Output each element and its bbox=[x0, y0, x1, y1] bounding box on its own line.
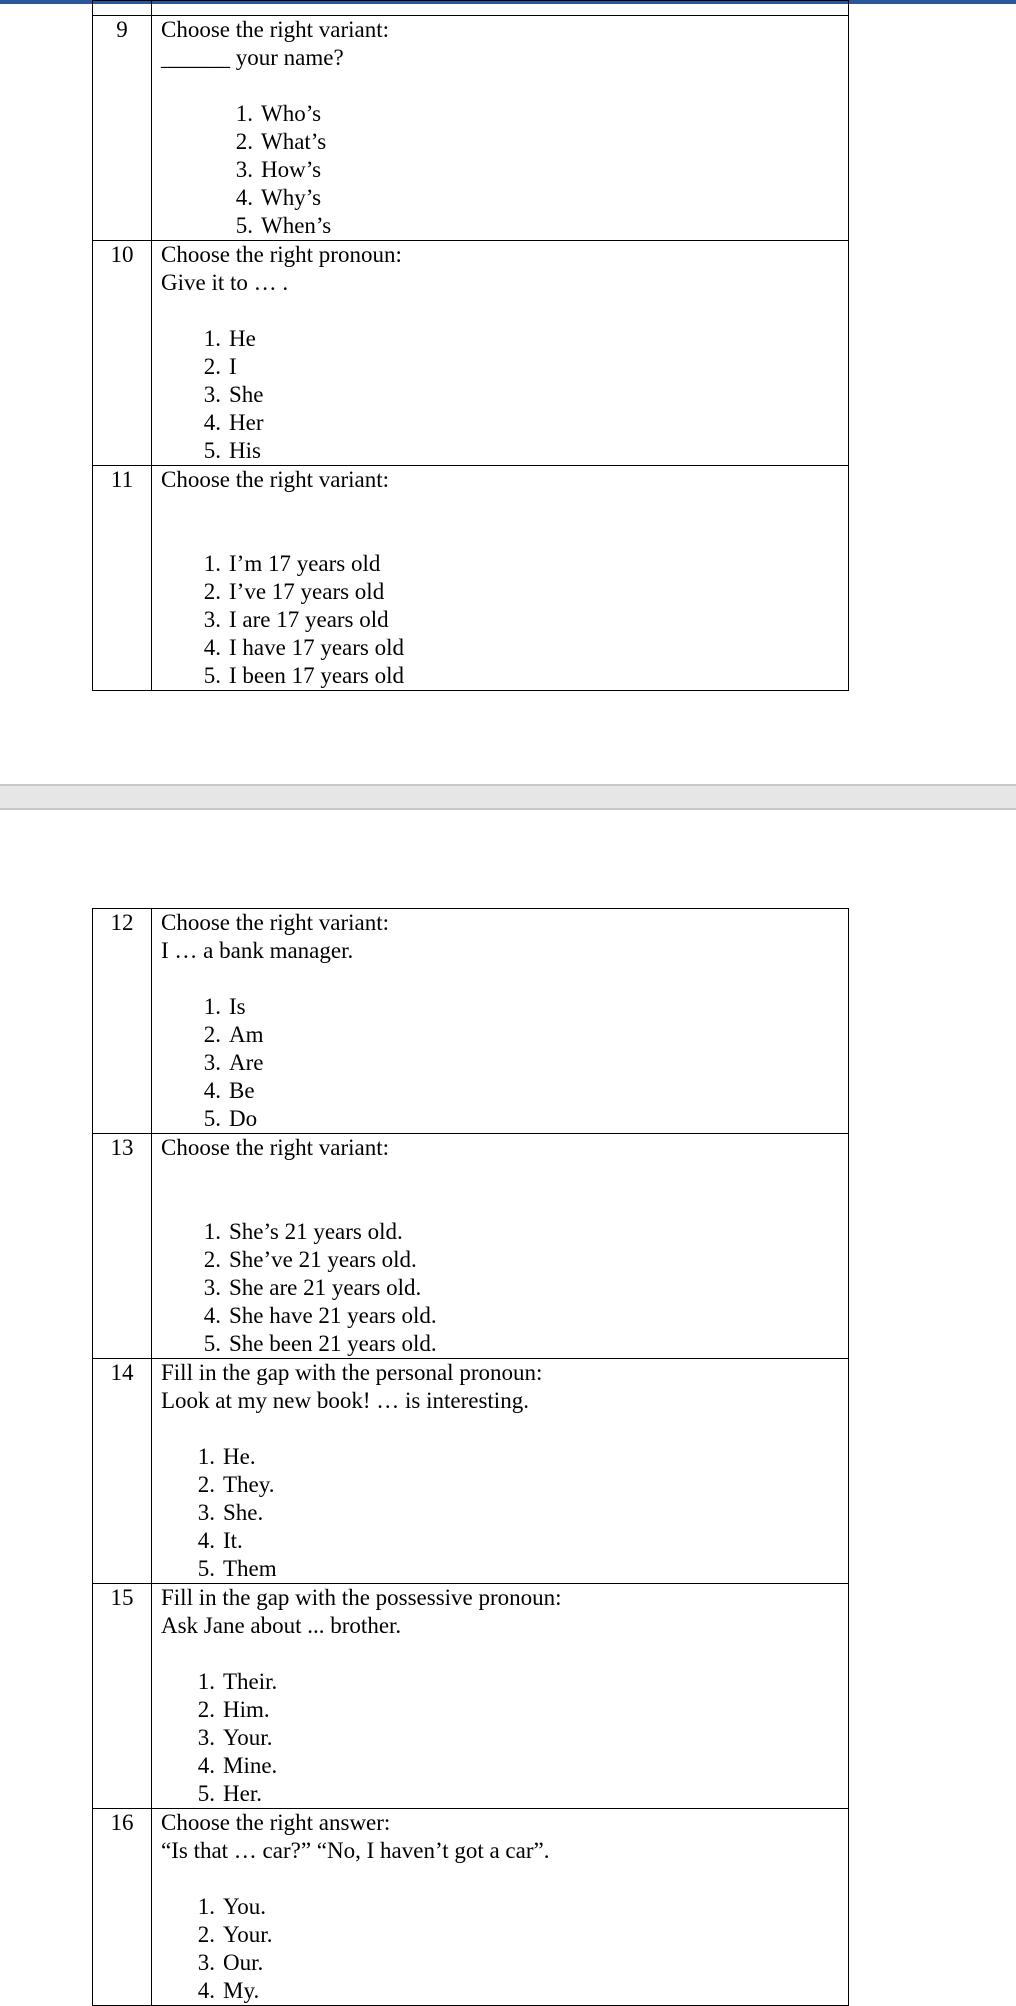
option-text: He. bbox=[223, 1444, 256, 1469]
question-row bbox=[93, 1584, 849, 1809]
answer-options-list bbox=[161, 1668, 848, 1808]
answer-option bbox=[189, 381, 848, 409]
question-stem: Look at my new book! … is interesting. bbox=[161, 1388, 529, 1413]
answer-option bbox=[221, 156, 848, 184]
answer-option bbox=[189, 1330, 848, 1358]
option-text: Them bbox=[223, 1556, 277, 1581]
question-body bbox=[152, 1134, 849, 1359]
option-number: 2. bbox=[203, 579, 221, 604]
option-number: 1. bbox=[203, 994, 221, 1019]
question-body bbox=[152, 1359, 849, 1584]
question-number-cell bbox=[93, 1, 152, 16]
option-number: 3. bbox=[203, 1050, 221, 1075]
question-instruction: Choose the right variant: bbox=[161, 467, 390, 492]
option-text: I are 17 years old bbox=[229, 607, 389, 632]
option-text: Are bbox=[229, 1050, 264, 1075]
option-text: She bbox=[229, 382, 264, 407]
blank-line bbox=[161, 72, 848, 100]
question-number: 16 bbox=[93, 1809, 152, 2006]
option-text: Mine. bbox=[223, 1753, 278, 1778]
option-number: 1. bbox=[197, 1444, 215, 1469]
option-number: 2. bbox=[197, 1922, 215, 1947]
option-text: You. bbox=[223, 1894, 267, 1919]
answer-option bbox=[189, 409, 848, 437]
blank-line bbox=[161, 965, 848, 993]
answer-option bbox=[221, 212, 848, 240]
option-number: 5. bbox=[197, 1556, 215, 1581]
question-stem: “Is that … car?” “No, I haven’t got a car”. bbox=[161, 1838, 550, 1863]
question-row bbox=[93, 909, 849, 1134]
option-text: It. bbox=[223, 1528, 243, 1553]
question-stem: I … a bank manager. bbox=[161, 938, 354, 963]
option-number: 4. bbox=[203, 1303, 221, 1328]
option-number: 4. bbox=[203, 1078, 221, 1103]
question-number: 13 bbox=[93, 1134, 152, 1359]
answer-option bbox=[183, 1443, 848, 1471]
answer-options-list bbox=[161, 550, 848, 690]
question-row bbox=[93, 466, 849, 691]
option-number: 5. bbox=[235, 213, 253, 238]
answer-option bbox=[221, 184, 848, 212]
answer-option bbox=[189, 1274, 848, 1302]
option-number: 5. bbox=[197, 1781, 215, 1806]
option-number: 2. bbox=[203, 354, 221, 379]
answer-option bbox=[189, 1105, 848, 1133]
option-text: Be bbox=[229, 1078, 255, 1103]
option-number: 2. bbox=[203, 1022, 221, 1047]
option-number: 2. bbox=[197, 1697, 215, 1722]
answer-option bbox=[189, 437, 848, 465]
option-number: 2. bbox=[235, 129, 253, 154]
answer-option bbox=[183, 1893, 848, 1921]
answer-option bbox=[189, 1246, 848, 1274]
option-number: 3. bbox=[197, 1500, 215, 1525]
option-number: 3. bbox=[203, 607, 221, 632]
question-row bbox=[93, 1134, 849, 1359]
option-number: 5. bbox=[203, 663, 221, 688]
answer-option bbox=[189, 1021, 848, 1049]
answer-option bbox=[189, 353, 848, 381]
question-stem bbox=[161, 1162, 848, 1190]
option-number: 4. bbox=[197, 1753, 215, 1778]
option-number: 4. bbox=[203, 635, 221, 660]
question-number: 12 bbox=[93, 909, 152, 1134]
answer-option bbox=[189, 634, 848, 662]
option-text: Our. bbox=[223, 1950, 264, 1975]
option-text: Her bbox=[229, 410, 264, 435]
option-number: 4. bbox=[203, 410, 221, 435]
option-text: She’s 21 years old. bbox=[229, 1219, 403, 1244]
option-text: He bbox=[229, 326, 256, 351]
answer-option bbox=[183, 1499, 848, 1527]
option-text: Their. bbox=[223, 1669, 278, 1694]
option-number: 1. bbox=[203, 551, 221, 576]
answer-option bbox=[221, 128, 848, 156]
answer-option bbox=[183, 1668, 848, 1696]
question-body bbox=[152, 1584, 849, 1809]
option-number: 3. bbox=[203, 1275, 221, 1300]
questions-table-page-1 bbox=[92, 0, 849, 691]
option-text: She been 21 years old. bbox=[229, 1331, 437, 1356]
option-number: 5. bbox=[203, 1106, 221, 1131]
question-body bbox=[152, 909, 849, 1134]
question-instruction: Choose the right answer: bbox=[161, 1810, 391, 1835]
option-text: She. bbox=[223, 1500, 264, 1525]
answer-option bbox=[189, 1049, 848, 1077]
option-number: 4. bbox=[197, 1978, 215, 2003]
option-text: She are 21 years old. bbox=[229, 1275, 422, 1300]
question-body bbox=[152, 466, 849, 691]
answer-option bbox=[189, 550, 848, 578]
option-text: My. bbox=[223, 1978, 260, 2003]
option-text: What’s bbox=[261, 129, 327, 154]
previous-option-fragment bbox=[152, 1, 849, 16]
answer-options-list bbox=[161, 1893, 848, 2005]
questions-table-page-2 bbox=[92, 908, 849, 2006]
option-number: 2. bbox=[197, 1472, 215, 1497]
answer-option bbox=[189, 578, 848, 606]
question-instruction: Fill in the gap with the possessive pronoun: bbox=[161, 1585, 562, 1610]
previous-question-fragment-row bbox=[93, 1, 849, 16]
option-text: She have 21 years old. bbox=[229, 1303, 437, 1328]
answer-options-list bbox=[161, 325, 848, 465]
answer-option bbox=[183, 1780, 848, 1808]
option-number: 1. bbox=[203, 326, 221, 351]
blank-line bbox=[161, 1190, 848, 1218]
blank-line bbox=[161, 1865, 848, 1893]
option-text: I been 17 years old bbox=[229, 663, 404, 688]
question-number: 9 bbox=[93, 16, 152, 241]
answer-option bbox=[183, 1527, 848, 1555]
answer-options-list bbox=[161, 993, 848, 1133]
question-row bbox=[93, 16, 849, 241]
question-instruction: Choose the right variant: bbox=[161, 1135, 390, 1160]
question-body bbox=[152, 241, 849, 466]
answer-option bbox=[189, 1218, 848, 1246]
option-text: Your. bbox=[223, 1725, 273, 1750]
question-instruction: Choose the right pronoun: bbox=[161, 242, 402, 267]
option-number: 3. bbox=[197, 1725, 215, 1750]
option-text: His bbox=[229, 438, 261, 463]
answer-option bbox=[183, 1752, 848, 1780]
option-text: Him. bbox=[223, 1697, 270, 1722]
question-row bbox=[93, 1359, 849, 1584]
question-stem: ______ your name? bbox=[161, 45, 344, 70]
option-text: Who’s bbox=[261, 101, 322, 126]
question-row bbox=[93, 1809, 849, 2006]
option-number: 5. bbox=[203, 438, 221, 463]
option-text: Your. bbox=[223, 1922, 273, 1947]
option-text: I’ve 17 years old bbox=[229, 579, 385, 604]
answer-option bbox=[183, 1724, 848, 1752]
blank-line bbox=[161, 522, 848, 550]
question-number: 11 bbox=[93, 466, 152, 691]
option-number: 4. bbox=[197, 1528, 215, 1553]
option-number: 1. bbox=[235, 101, 253, 126]
question-row bbox=[93, 241, 849, 466]
option-text: I’m 17 years old bbox=[229, 551, 381, 576]
answer-option bbox=[183, 1471, 848, 1499]
question-stem: Give it to … . bbox=[161, 270, 289, 295]
question-stem: Ask Jane about ... brother. bbox=[161, 1613, 402, 1638]
answer-options-list bbox=[161, 100, 848, 240]
question-body bbox=[152, 16, 849, 241]
page-separator bbox=[0, 784, 1016, 810]
answer-option bbox=[183, 1921, 848, 1949]
question-stem bbox=[161, 494, 848, 522]
option-text: They. bbox=[223, 1472, 275, 1497]
option-number: 3. bbox=[203, 382, 221, 407]
answer-option bbox=[183, 1949, 848, 1977]
option-text: She’ve 21 years old. bbox=[229, 1247, 417, 1272]
question-instruction: Choose the right variant: bbox=[161, 17, 390, 42]
option-number: 1. bbox=[203, 1219, 221, 1244]
option-text: Her. bbox=[223, 1781, 262, 1806]
answer-option bbox=[183, 1555, 848, 1583]
answer-option bbox=[189, 662, 848, 690]
option-number: 1. bbox=[197, 1894, 215, 1919]
blank-line bbox=[161, 1415, 848, 1443]
answer-option bbox=[183, 1696, 848, 1724]
answer-option bbox=[189, 993, 848, 1021]
option-number: 3. bbox=[197, 1950, 215, 1975]
option-text: How’s bbox=[261, 157, 322, 182]
answer-option bbox=[189, 325, 848, 353]
question-number: 15 bbox=[93, 1584, 152, 1809]
blank-line bbox=[161, 297, 848, 325]
answer-option bbox=[183, 1977, 848, 2005]
answer-option bbox=[221, 100, 848, 128]
blank-line bbox=[161, 1640, 848, 1668]
answer-option bbox=[189, 1077, 848, 1105]
answer-option bbox=[189, 606, 848, 634]
option-text: When’s bbox=[261, 213, 332, 238]
option-text: Why’s bbox=[261, 185, 322, 210]
answer-options-list bbox=[161, 1443, 848, 1583]
option-text: Do bbox=[229, 1106, 258, 1131]
option-number: 5. bbox=[203, 1331, 221, 1356]
option-text: I bbox=[229, 354, 237, 379]
option-number: 2. bbox=[203, 1247, 221, 1272]
option-text: Is bbox=[229, 994, 246, 1019]
question-number: 14 bbox=[93, 1359, 152, 1584]
question-body bbox=[152, 1809, 849, 2006]
answer-options-list bbox=[161, 1218, 848, 1358]
option-number: 1. bbox=[197, 1669, 215, 1694]
answer-option bbox=[189, 1302, 848, 1330]
option-text: I have 17 years old bbox=[229, 635, 404, 660]
question-instruction: Choose the right variant: bbox=[161, 910, 390, 935]
question-number: 10 bbox=[93, 241, 152, 466]
option-text: Am bbox=[229, 1022, 264, 1047]
question-instruction: Fill in the gap with the personal pronoun: bbox=[161, 1360, 543, 1385]
option-number: 3. bbox=[235, 157, 253, 182]
option-number: 4. bbox=[235, 185, 253, 210]
